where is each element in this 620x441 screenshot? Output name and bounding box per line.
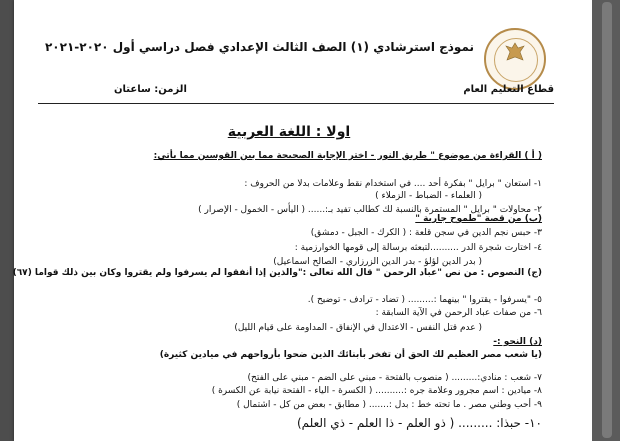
question-line: ١- استعان " برايل " بفكرة أحد .... في استخدام نقط وعلامات بدلا من الحروف : xyxy=(244,179,542,189)
question-line: ٧- شعب : منادي:......... ( منصوب بالفتحة - مبني على الضم - مبني على الفتح) xyxy=(247,373,542,383)
scrollbar-thumb[interactable] xyxy=(602,2,612,438)
question-line: (ب) من قصة "طموح جارية " xyxy=(415,214,542,224)
question-line: (ج) النصوص : من نص "عباد الرحمن " قال الله تعالى :"والذين إذا أنفقوا لم يسرفوا ولم يقتروا وكان بين ذلك قواما (٦٧) xyxy=(12,268,542,278)
question-line: (يا شعب مصر العظيم لك الحق أن تفخر بأبنائك الذين ضحوا بأرواحهم في ميادين كثيرة) xyxy=(159,350,542,360)
eagle-seal-icon xyxy=(502,40,528,66)
question-line: ١٠- حبذا: ......... ( ذو العلم - ذا العلم - ذي العلم) xyxy=(296,416,542,430)
ministry-logo xyxy=(484,28,546,90)
question-line: ٢- محاولات " برايل " المستمرة بالنسبة لك كطالب تفيد بـ:...... ( اليأس - الخمول - الإصرار ) xyxy=(198,205,542,215)
question-line: ٨- ميادين : اسم مجرور وعلامة جره :.......... ( الكسرة - الياء - الفتحة نيابة عن الكسرة ) xyxy=(211,386,542,396)
question-line: (د) النحو :- xyxy=(493,337,542,347)
document-page xyxy=(14,0,592,441)
question-line: ٩- أحب وطني مصر . ما تحته خط : بدل :....... ( مطابق - بعض من كل - اشتمال ) xyxy=(236,400,542,410)
question-line: ٦- من صفات عباد الرحمن في الآية السابقة : xyxy=(375,308,542,318)
question-line: ( عدم قتل النفس - الاعتدال في الإنفاق - المداومة على قيام الليل) xyxy=(234,323,482,333)
question-line: ( بدر الدين لؤلؤ - بدر الدين الزرزاري - الصالح اسماعيل) xyxy=(273,257,482,267)
question-line: ( أ ) القراءة من موضوع " طريق النور - اختر الإجابة الصحيحة مما بين القوسين مما يأتي: xyxy=(153,151,542,161)
exam-time: الزمن: ساعتان xyxy=(114,84,187,95)
scrollbar[interactable] xyxy=(592,0,620,441)
question-line: ٣- حبس نجم الدين في سجن قلعة : ( الكرك - الجبل - دمشق) xyxy=(310,228,542,238)
header-divider xyxy=(38,103,554,104)
exam-title: نموذج استرشادي (١) الصف الثالث الإعدادي فصل دراسي أول ٢٠٢٠-٢٠٢١ xyxy=(44,40,474,54)
ministry-label: قطاع التعليم العام xyxy=(463,84,554,95)
question-line: ٤- اختارت شجرة الدر ..........لتبعثه برسالة إلى قومها الخوارزمية : xyxy=(294,243,542,253)
question-line: ٥- "يسرفوا - يقتروا " بينهما :......... ( تضاد - ترادف - توضيح ). xyxy=(307,295,542,305)
question-line: ( العلماء - الضباط - الزملاء ) xyxy=(375,191,482,201)
section-title: اولا : اللغة العربية xyxy=(227,124,351,140)
